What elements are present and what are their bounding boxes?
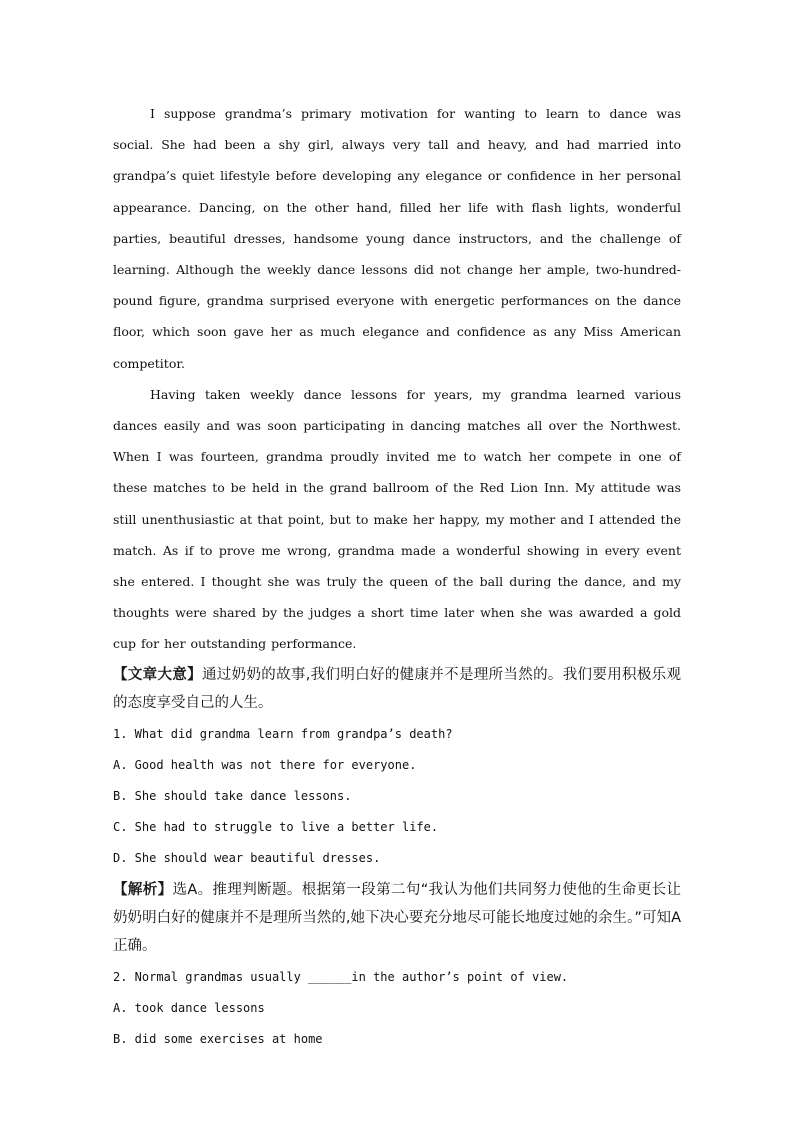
passage-paragraph-2: Having taken weekly dance lessons for years, my grandma learned various dances easily and was soon participating in dancing matches all over the Northwest. When I was fourteen, grandma proudly invited me to watch her compete in one of these matches to be held in the grand ballroom of the Red Lion Inn. My attitude was still unenthusiastic at that point, but to make her happy, my mother and I attended the match. As if to prove me wrong, grandma made a wonderful showing in every event she entered. I thought she was truly the queen of the ball during the dance, and my thoughts were shared by the judges a short time later when she was awarded a gold cup for her outstanding performance. bbox=[113, 386, 681, 652]
question-2-option-b: B. did some exercises at home bbox=[113, 1032, 323, 1047]
question-1-option-b: B. She should take dance lessons. bbox=[113, 789, 352, 804]
document-content bbox=[113, 98, 681, 1055]
analysis-text: 选A。推理判断题。根据第一段第二句“我认为他们共同努力使他的生命更长让奶奶明白好的健康并不是理所当然的,她下决心要充分地尽可能长地度过她的余生。”可知A正确。 bbox=[113, 881, 681, 954]
question-2-stem: 2. Normal grandmas usually ______in the author’s point of view. bbox=[113, 969, 569, 984]
summary-text: 通过奶奶的故事,我们明白好的健康并不是理所当然的。我们要用积极乐观的态度享受自己的人生。 bbox=[113, 666, 682, 711]
question-1-option-a: A. Good health was not there for everyone. bbox=[113, 757, 417, 772]
question-2 bbox=[113, 962, 681, 1056]
article-summary bbox=[113, 661, 681, 717]
passage-paragraph-1: I suppose grandma’s primary motivation for wanting to learn to dance was social. She had been a shy girl, always very tall and heavy, and had married into grandpa’s quiet lifestyle before developing any elegance or confidence in her personal appearance. Dancing, on the other hand, filled her life with flash lights, wonderful parties, beautiful dresses, handsome young dance instructors, and the challenge of learning. Although the weekly dance lessons did not change her ample, two-hundred-pound figure, grandma surprised everyone with energetic performances on the dance floor, which soon gave her as much elegance and confidence as any Miss American competitor. bbox=[113, 106, 681, 371]
question-2-option-a: A. took dance lessons bbox=[113, 1000, 265, 1015]
question-1-stem: 1. What did grandma learn from grandpa’s death? bbox=[113, 726, 453, 741]
summary-tag: 【文章大意】 bbox=[113, 666, 202, 683]
question-1-option-d: D. She should wear beautiful dresses. bbox=[113, 851, 381, 866]
analysis-tag: 【解析】 bbox=[113, 881, 173, 898]
question-1-analysis bbox=[113, 876, 681, 960]
question-1-option-c: C. She had to struggle to live a better life. bbox=[113, 820, 439, 835]
question-1 bbox=[113, 719, 681, 875]
